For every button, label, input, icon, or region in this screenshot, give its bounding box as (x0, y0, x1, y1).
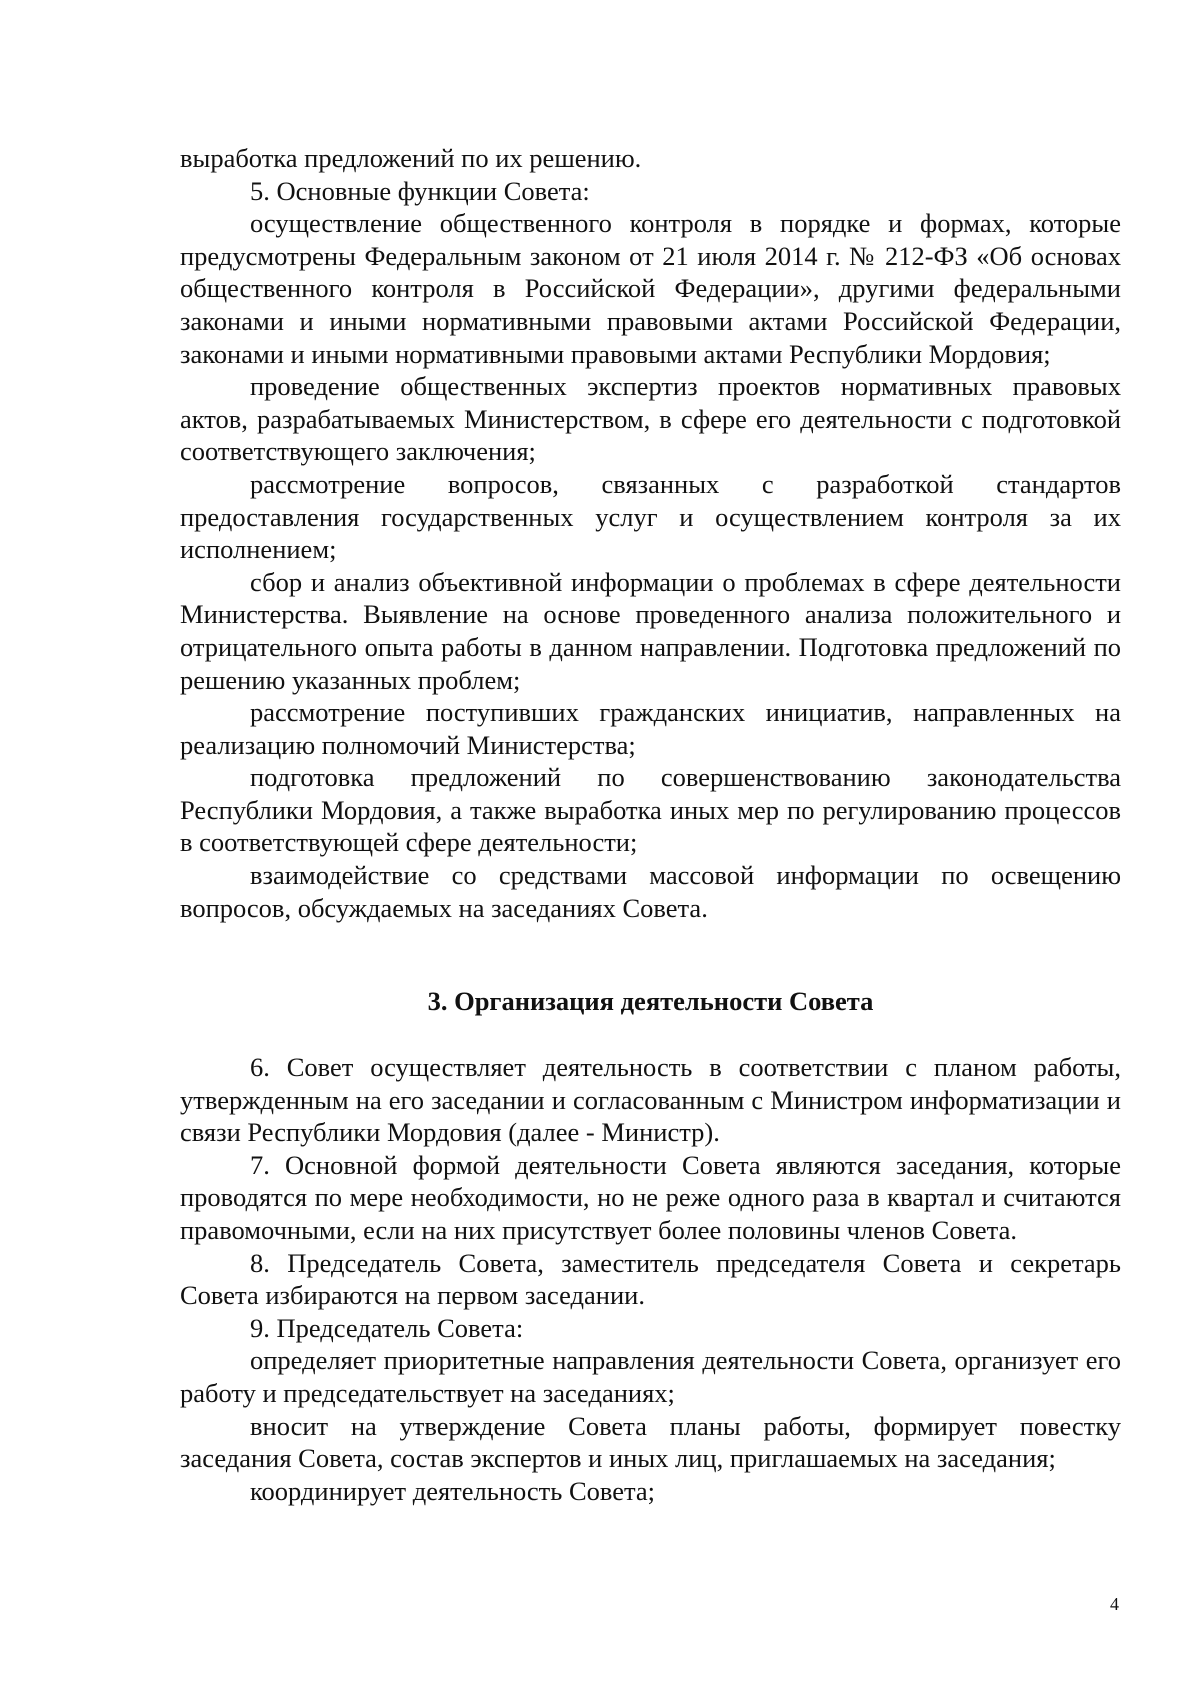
paragraph-agenda: вносит на утверждение Совета планы работы, формирует повестку заседания Совета, состав экспертов и иных лиц, приглашаемых на заседания; (180, 1410, 1121, 1474)
paragraph-standards: рассмотрение вопросов, связанных с разработкой стандартов предоставления государственных услуг и осуществлением контроля за их исполнением; (180, 468, 1121, 565)
section-top-text (180, 142, 1121, 924)
paragraph-legislation: подготовка предложений по совершенствованию законодательства Республики Мордовия, а также выработка иных мер по регулированию процессов в соответствующей сфере деятельности; (180, 762, 1121, 858)
paragraph-media: взаимодействие со средствами массовой информации по освещению вопросов, обсуждаемых на заседаниях Совета. (180, 860, 1121, 923)
paragraph-expertise: проведение общественных экспертиз проектов нормативных правовых актов, разрабатываемых Министерством, в сфере его деятельности с подготовкой соответствующего заключения; (180, 371, 1121, 467)
paragraph-continuation: выработка предложений по их решению. (180, 143, 642, 173)
page-number: 4 (1110, 1594, 1119, 1614)
paragraph-item-8: 8. Председатель Совета, заместитель председателя Совета и секретарь Совета избираются на первом заседании. (180, 1247, 1121, 1311)
paragraph-initiatives: рассмотрение поступивших гражданских инициатив, направленных на реализацию полномочий Министерства; (180, 697, 1121, 760)
paragraph-analysis: сбор и анализ объективной информации о проблемах в сфере деятельности Министерства. Выявление на основе проведенного анализа положительного и отрицательного опыта работы в данном направлении. Подготовка предложений по решению указанных проблем; (180, 566, 1121, 695)
paragraph-item-5: 5. Основные функции Совета: (250, 175, 590, 206)
paragraph-coordination: координирует деятельность Совета; (250, 1475, 656, 1506)
paragraph-priorities: определяет приоритетные направления деятельности Совета, организует его работу и председательствует на заседаниях; (180, 1345, 1121, 1408)
section-heading: 3. Организация деятельности Совета (427, 986, 874, 1016)
section-bottom-text (180, 1051, 1121, 1507)
paragraph-item-6: 6. Совет осуществляет деятельность в соответствии с планом работы, утвержденным на его заседании и согласованным с Министром информатизации и связи Республики Мордовия (далее - Министр). (180, 1052, 1121, 1148)
paragraph-item-7: 7. Основной формой деятельности Совета являются заседания, которые проводятся по мере необходимости, но не реже одного раза в квартал и считаются правомочными, если на них присутствует более половины членов Совета. (180, 1149, 1121, 1245)
paragraph-item-9: 9. Председатель Совета: (250, 1312, 524, 1343)
paragraph-public-control: осуществление общественного контроля в порядке и формах, которые предусмотрены Федеральным законом от 21 июля 2014 г. № 212-ФЗ «Об основах общественного контроля в Российской Федерации», другими федеральными законами и иными нормативными правовыми актами Российской Федерации, законами и иными нормативными правовыми актами Республики Мордовия; (180, 208, 1121, 369)
